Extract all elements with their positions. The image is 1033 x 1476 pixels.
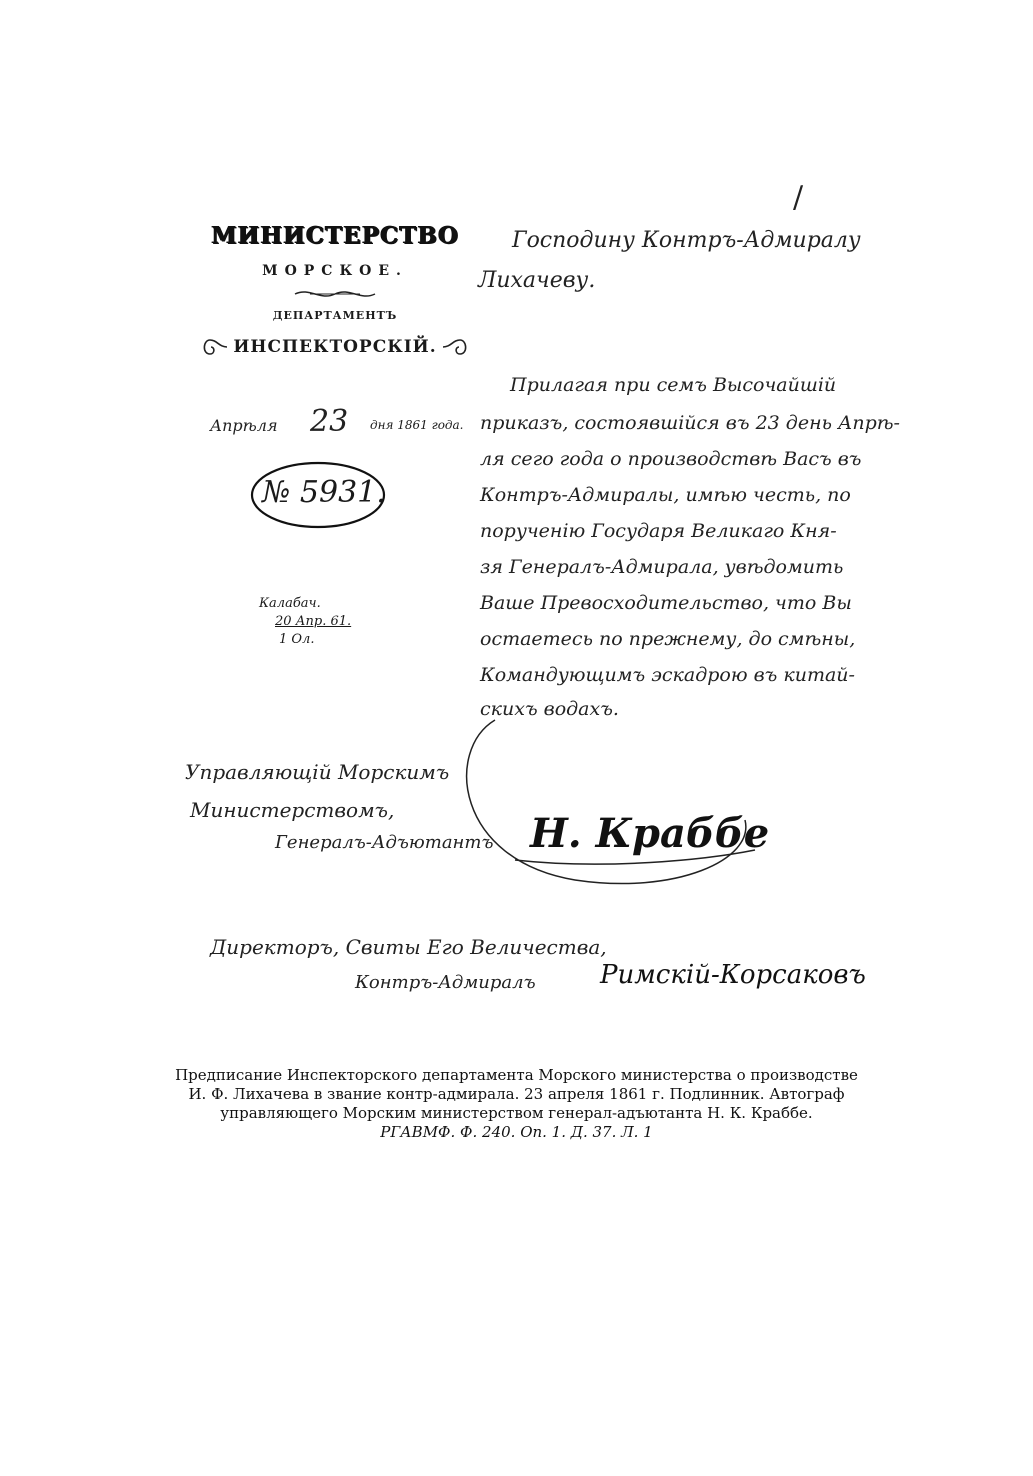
flourish-ornament [290,287,380,301]
document-number: № 5931. [262,475,386,510]
signatory-1-line: Управляющій Морскимъ [185,760,450,784]
note-line: Калабач. [259,596,321,611]
signatory-2-line: Контръ-Адмиралъ [355,972,536,993]
caption-line: И. Ф. Лихачева в звание контр-адмирала. 23 апреля 1861 г. Подлинник. Автограф [188,1085,845,1103]
signatory-1-line: Генералъ-Адъютантъ [275,832,494,853]
signature-krabbe: Н. Краббе [530,810,770,857]
body-line: ля сего года о производствѣ Васъ въ [480,448,862,470]
body-line: Контръ-Адмиралы, имѣю честь, по [480,484,851,506]
signatory-1-line: Министерствомъ, [190,798,395,822]
naval-subtitle: МОРСКОЕ. [262,263,408,279]
body-line: скихъ водахъ. [480,698,619,720]
body-line: остаетесь по прежнему, до смѣны, [480,628,856,650]
ministry-title: МИНИСТЕРСТВО [211,222,459,249]
figure-caption [0,1066,1033,1142]
date-month: Апрѣля [210,416,278,435]
body-line: приказъ, состоявшійся въ 23 день Апрѣ- [480,412,900,434]
department-name-row [190,336,480,358]
body-line: Прилагая при семъ Высочайшій [510,374,837,396]
body-line: Командующимъ эскадрою въ китай- [480,664,855,686]
addressee-name: Лихачеву. [478,268,596,293]
archive-reference: РГАВМФ. Ф. 240. Оп. 1. Д. 37. Л. 1 [380,1123,653,1141]
page-number-mark: / [793,180,804,215]
signature-flourish [455,710,805,890]
scroll-ornament-right [441,336,471,358]
signatory-2-line: Директоръ, Свиты Его Величества, [210,935,607,959]
dateline [210,404,470,444]
body-line: Ваше Превосходительство, что Вы [480,592,852,614]
scroll-ornament-left [199,336,229,358]
marginal-note [255,596,395,656]
caption-line: управляющего Морским министерством генерал-адъютанта Н. К. Краббе. [220,1104,813,1122]
addressee-line: Господину Контръ-Адмиралу [512,228,861,253]
department-name: ИНСПЕКТОРСКІЙ. [233,337,437,357]
note-line: 20 Апр. 61. [275,614,352,629]
caption-line: Предписание Инспекторского департамента Морского министерства о производстве [175,1066,858,1084]
letterhead [190,222,480,358]
department-label: ДЕПАРТАМЕНТЪ [272,309,398,322]
body-line: зя Генералъ-Адмирала, увѣдомить [480,556,844,578]
note-line: 1 Ол. [279,632,315,647]
date-printed-text: дня 1861 года. [370,418,464,432]
body-line: порученію Государя Великаго Кня- [480,520,837,542]
date-day: 23 [310,404,349,439]
signature-director: Римскій-Корсаковъ [600,960,866,990]
